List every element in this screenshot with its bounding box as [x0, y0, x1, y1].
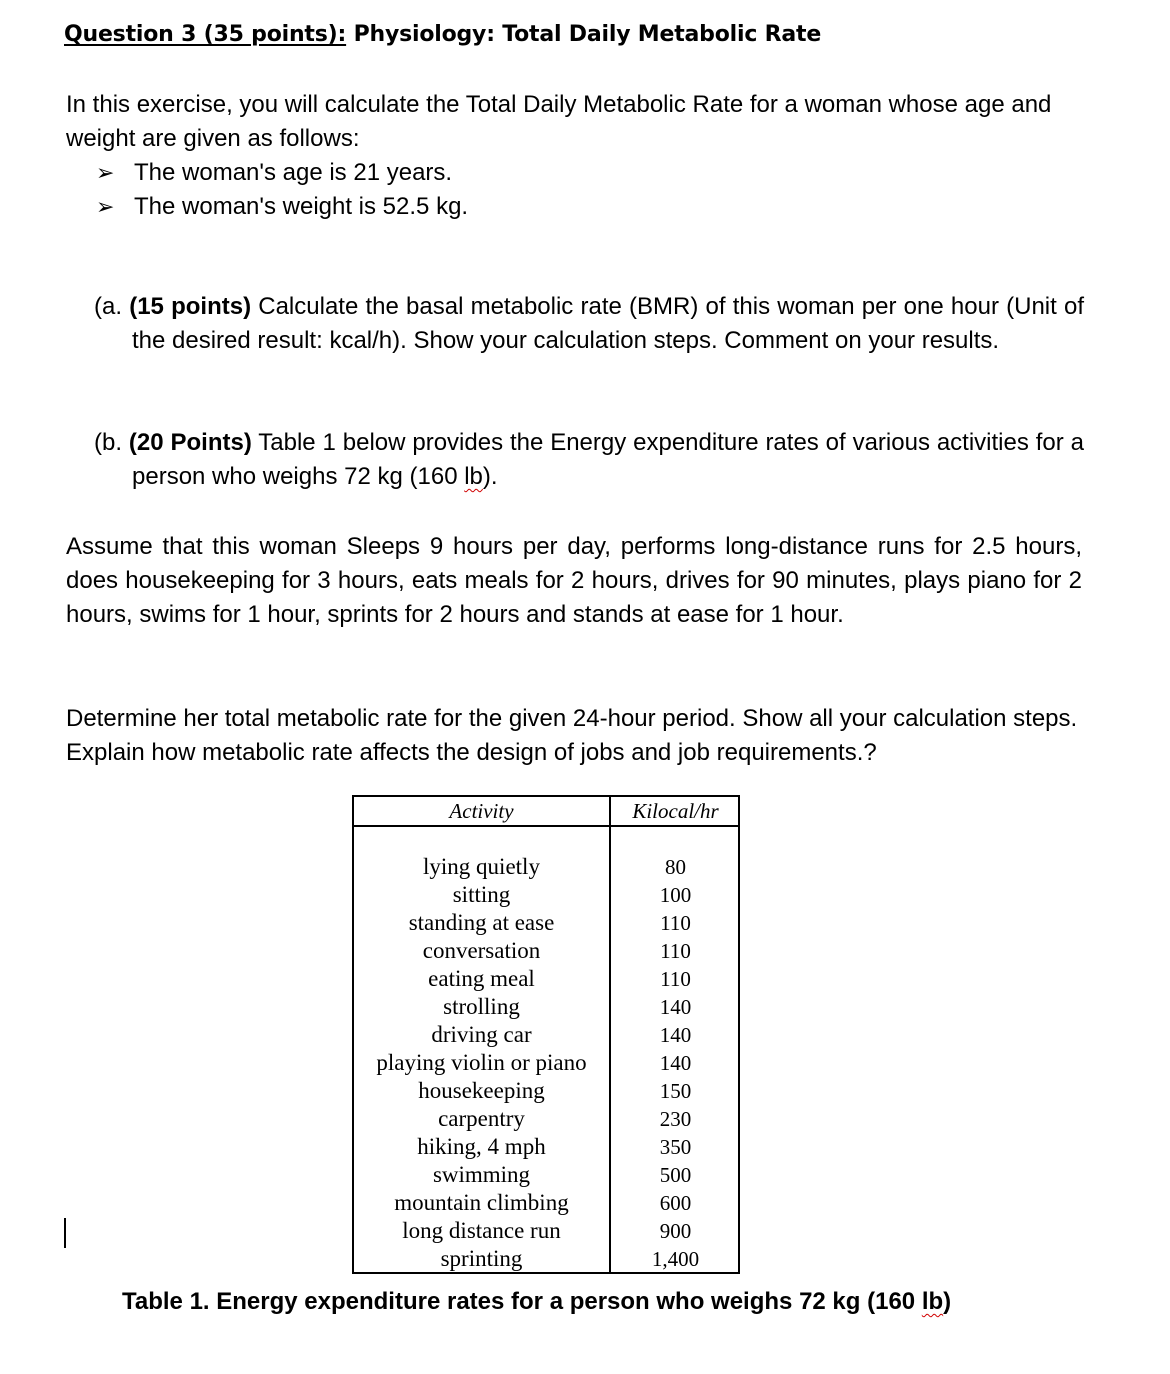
arrow-bullet-icon: ➢ [96, 160, 115, 185]
text-cursor [64, 1218, 66, 1248]
weight-statement: The woman's weight is 52.5 kg. [134, 193, 469, 220]
table-caption-unit: lb [921, 1288, 944, 1315]
kcal-cell: 350 [659, 1135, 692, 1159]
kcal-cell: 110 [660, 911, 691, 935]
kcal-cell: 110 [660, 967, 691, 991]
part-a-points: (15 points) [129, 293, 252, 320]
activity-cell: conversation [422, 938, 541, 963]
given-values-list [96, 156, 468, 224]
kcal-cell: 100 [659, 883, 692, 907]
part-a-prefix: (a. [94, 293, 130, 320]
determine-paragraph: Determine her total metabolic rate for the given 24-hour period. Show all your calculation steps. Explain how metabolic rate affects the design of jobs and job requirements.? [66, 705, 1078, 766]
table-caption-text: Table 1. Energy expenditure rates for a person who weighs 72 kg (160 [122, 1288, 922, 1315]
activity-cell: long distance run [402, 1218, 561, 1243]
question-topic: Physiology: Total Daily Metabolic Rate [346, 22, 822, 47]
part-a-text: Calculate the basal metabolic rate (BMR) of this woman per one hour (Unit of the desired result: kcal/h). Show your calculation steps. Comment on your results. [132, 293, 1084, 354]
activity-cell: lying quietly [423, 854, 540, 879]
energy-expenditure-table [352, 795, 740, 1274]
activity-cell: housekeeping [418, 1078, 545, 1103]
part-b-points: (20 Points) [128, 429, 252, 456]
intro-paragraph: In this exercise, you will calculate the Total Daily Metabolic Rate for a woman whose age and weight are given as follows: [66, 91, 1052, 152]
kcal-cell: 600 [659, 1191, 692, 1215]
question-heading [64, 22, 821, 47]
kcal-cell: 500 [659, 1163, 692, 1187]
part-b-unit: lb [464, 463, 483, 490]
activity-cell: mountain climbing [394, 1190, 569, 1215]
activity-cell: standing at ease [408, 910, 555, 935]
kcal-cell: 150 [659, 1079, 692, 1103]
kcal-cell: 1,400 [651, 1247, 700, 1271]
kcal-cell: 140 [659, 1023, 692, 1047]
activity-cell: hiking, 4 mph [417, 1134, 546, 1159]
part-b-suffix: ). [482, 463, 498, 490]
kcal-cell: 140 [659, 1051, 692, 1075]
kcal-cell: 900 [659, 1219, 692, 1243]
part-a [94, 290, 1084, 358]
kcal-cell: 80 [665, 855, 686, 879]
age-statement: The woman's age is 21 years. [134, 159, 453, 186]
activity-header: Activity [449, 799, 514, 823]
table-caption [122, 1288, 951, 1316]
kcal-cell: 110 [660, 939, 691, 963]
kcal-header: Kilocal/hr [632, 799, 719, 823]
activity-cell: sitting [452, 882, 511, 907]
activity-column [354, 853, 609, 1273]
part-b [94, 426, 1084, 494]
activity-cell: strolling [443, 994, 520, 1019]
arrow-bullet-icon: ➢ [96, 194, 115, 219]
question-number: Question 3 (35 points): [64, 22, 347, 47]
activity-cell: driving car [431, 1022, 532, 1047]
kcal-column [611, 853, 740, 1273]
activity-cell: playing violin or piano [376, 1050, 587, 1075]
activity-cell: swimming [432, 1162, 531, 1187]
activity-cell: eating meal [428, 966, 535, 991]
part-b-text: Table 1 below provides the Energy expenditure rates of various activities for a person who weighs 72 kg (160 [132, 429, 1084, 490]
table-header-divider [354, 825, 738, 827]
part-b-prefix: (b. [94, 429, 129, 456]
list-item [96, 156, 468, 190]
list-item [96, 190, 468, 224]
assumption-paragraph: Assume that this woman Sleeps 9 hours per day, performs long-distance runs for 2.5 hours, does housekeeping for 3 hours, eats meals for 2 hours, drives for 90 minutes, plays piano for 2 hours, swims for 1 hour, sprints for 2 hours and stands at ease for 1 hour. [66, 533, 1082, 628]
table-caption-suffix: ) [943, 1288, 952, 1315]
activity-cell: sprinting [440, 1246, 523, 1271]
kcal-cell: 230 [659, 1107, 692, 1131]
activity-cell: carpentry [438, 1106, 525, 1131]
kcal-cell: 140 [659, 995, 692, 1019]
